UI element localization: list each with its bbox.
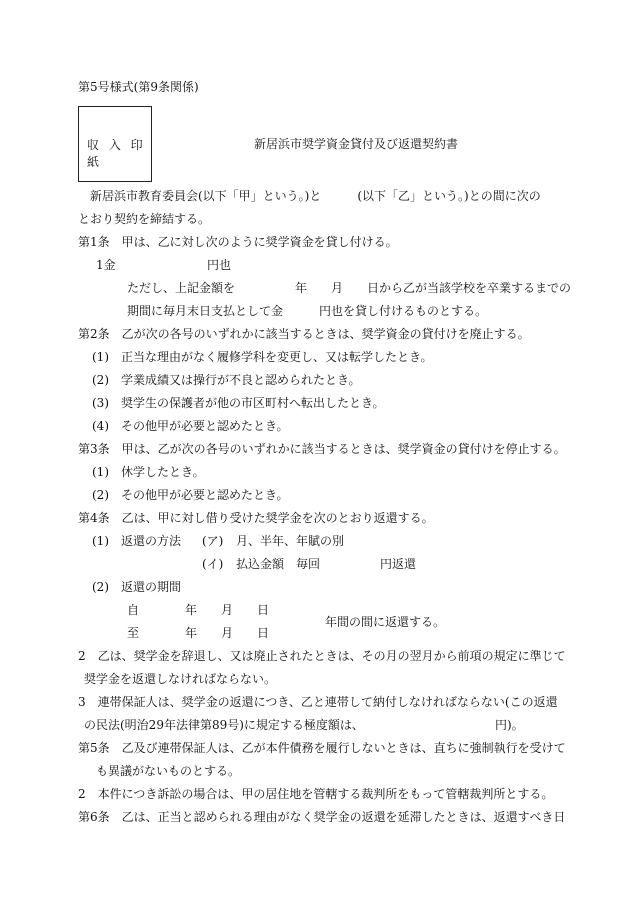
article-1-amount-prefix: 1金: [96, 258, 116, 272]
repayment-method-a: 月、半年、年賦の別: [236, 534, 345, 548]
article-4-para-3-line-1: 3 連帯保証人は、奨学金の返還につき、乙と連帯して納付しなければならない(この返還: [78, 695, 558, 709]
article-1-proviso-line-1: ただし、上記金額を 年 月 日から乙が当該学校を卒業するまでの: [127, 281, 572, 295]
article-4-para-2-line-1: 2 乙は、奨学金を辞退し、又は廃止されたときは、その月の翌月から前項の規定に準じて: [78, 649, 566, 663]
article-4-para-3-tail: 円)。: [495, 718, 524, 732]
article-2-item-1: 正当な理由がなく履修学科を変更し、又は転学したとき。: [121, 350, 433, 364]
article-5-line-2: も異議がないものとする。: [96, 764, 241, 778]
article-2-item-3-number: (3): [92, 396, 109, 410]
article-3-item-1: 休学したとき。: [121, 465, 205, 479]
period-to-label: 至: [127, 626, 140, 640]
repayment-method-label: 返還の方法: [121, 534, 182, 548]
period-length-text: 年間の間に返還する。: [325, 615, 446, 629]
article-2-item-3: 奨学生の保護者が他の市区町村へ転出したとき。: [121, 396, 385, 410]
article-3-heading: 第3条 甲は、乙が次の各号のいずれかに該当するときは、奨学資金の貸付けを停止する。: [78, 442, 566, 456]
repayment-method-i-mark: (イ): [202, 557, 224, 571]
repayment-period-number: (2): [92, 580, 109, 594]
article-3-item-2: その他甲が必要と認めたとき。: [121, 488, 289, 502]
revenue-stamp-label: 収 入 印 紙: [87, 138, 146, 169]
article-2-heading: 第2条 乙が次の各号のいずれかに該当するときは、奨学資金の貸付けを廃止する。: [78, 327, 530, 341]
article-2-item-4-number: (4): [92, 419, 109, 433]
period-to-date: 年 月 日: [185, 626, 270, 640]
article-2-item-4: その他甲が必要と認めたとき。: [121, 419, 289, 433]
article-5-para-2: 2 本件につき訴訟の場合は、甲の居住地を管轄する裁判所をもって管轄裁判所とする。: [78, 787, 554, 801]
form-number: 第5号様式(第9条関係): [78, 80, 199, 94]
article-6-heading: 第6条 乙は、正当と認められる理由がなく奨学金の返還を延滞したときは、返還すべき日: [78, 810, 566, 824]
article-3-item-1-number: (1): [92, 465, 109, 479]
intro-line-2: とおり契約を締結する。: [78, 212, 211, 226]
document-title: 新居浜市奨学資金貸付及び返還契約書: [254, 137, 459, 151]
article-1-heading: 第1条 甲は、乙に対し次のように奨学資金を貸し付ける。: [78, 235, 398, 249]
article-4-para-3-line-2: の民法(明治29年法律第89号)に規定する極度額は、: [84, 718, 364, 732]
repayment-method-number: (1): [92, 534, 109, 548]
repayment-method-i: 払込金額 毎回 円返還: [236, 557, 417, 571]
repayment-method-a-mark: (ア): [202, 534, 224, 548]
revenue-stamp-box: [78, 106, 152, 182]
article-4-heading: 第4条 乙は、甲に対し借り受けた奨学金を次のとおり返還する。: [78, 511, 434, 525]
period-from-date: 年 月 日: [185, 603, 270, 617]
repayment-period-label: 返還の期間: [121, 580, 182, 594]
article-2-item-2: 学業成績又は操行が不良と認められたとき。: [121, 373, 361, 387]
article-1-proviso-line-2: 期間に毎月末日支払として金 円也を貸し付けるものとする。: [127, 304, 488, 318]
article-2-item-2-number: (2): [92, 373, 109, 387]
article-3-item-2-number: (2): [92, 488, 109, 502]
article-1-amount-suffix: 円也: [207, 258, 232, 272]
article-4-para-2-line-2: 奨学金を返還しなければならない。: [84, 672, 277, 686]
article-5-heading: 第5条 乙及び連帯保証人は、乙が本件債務を履行しないときは、直ちに強制執行を受けて: [78, 741, 566, 755]
period-from-label: 自: [127, 603, 140, 617]
article-2-item-1-number: (1): [92, 350, 109, 364]
intro-line-1: 新居浜市教育委員会(以下「甲」という。)と (以下「乙」という。)との間に次の: [90, 189, 541, 203]
